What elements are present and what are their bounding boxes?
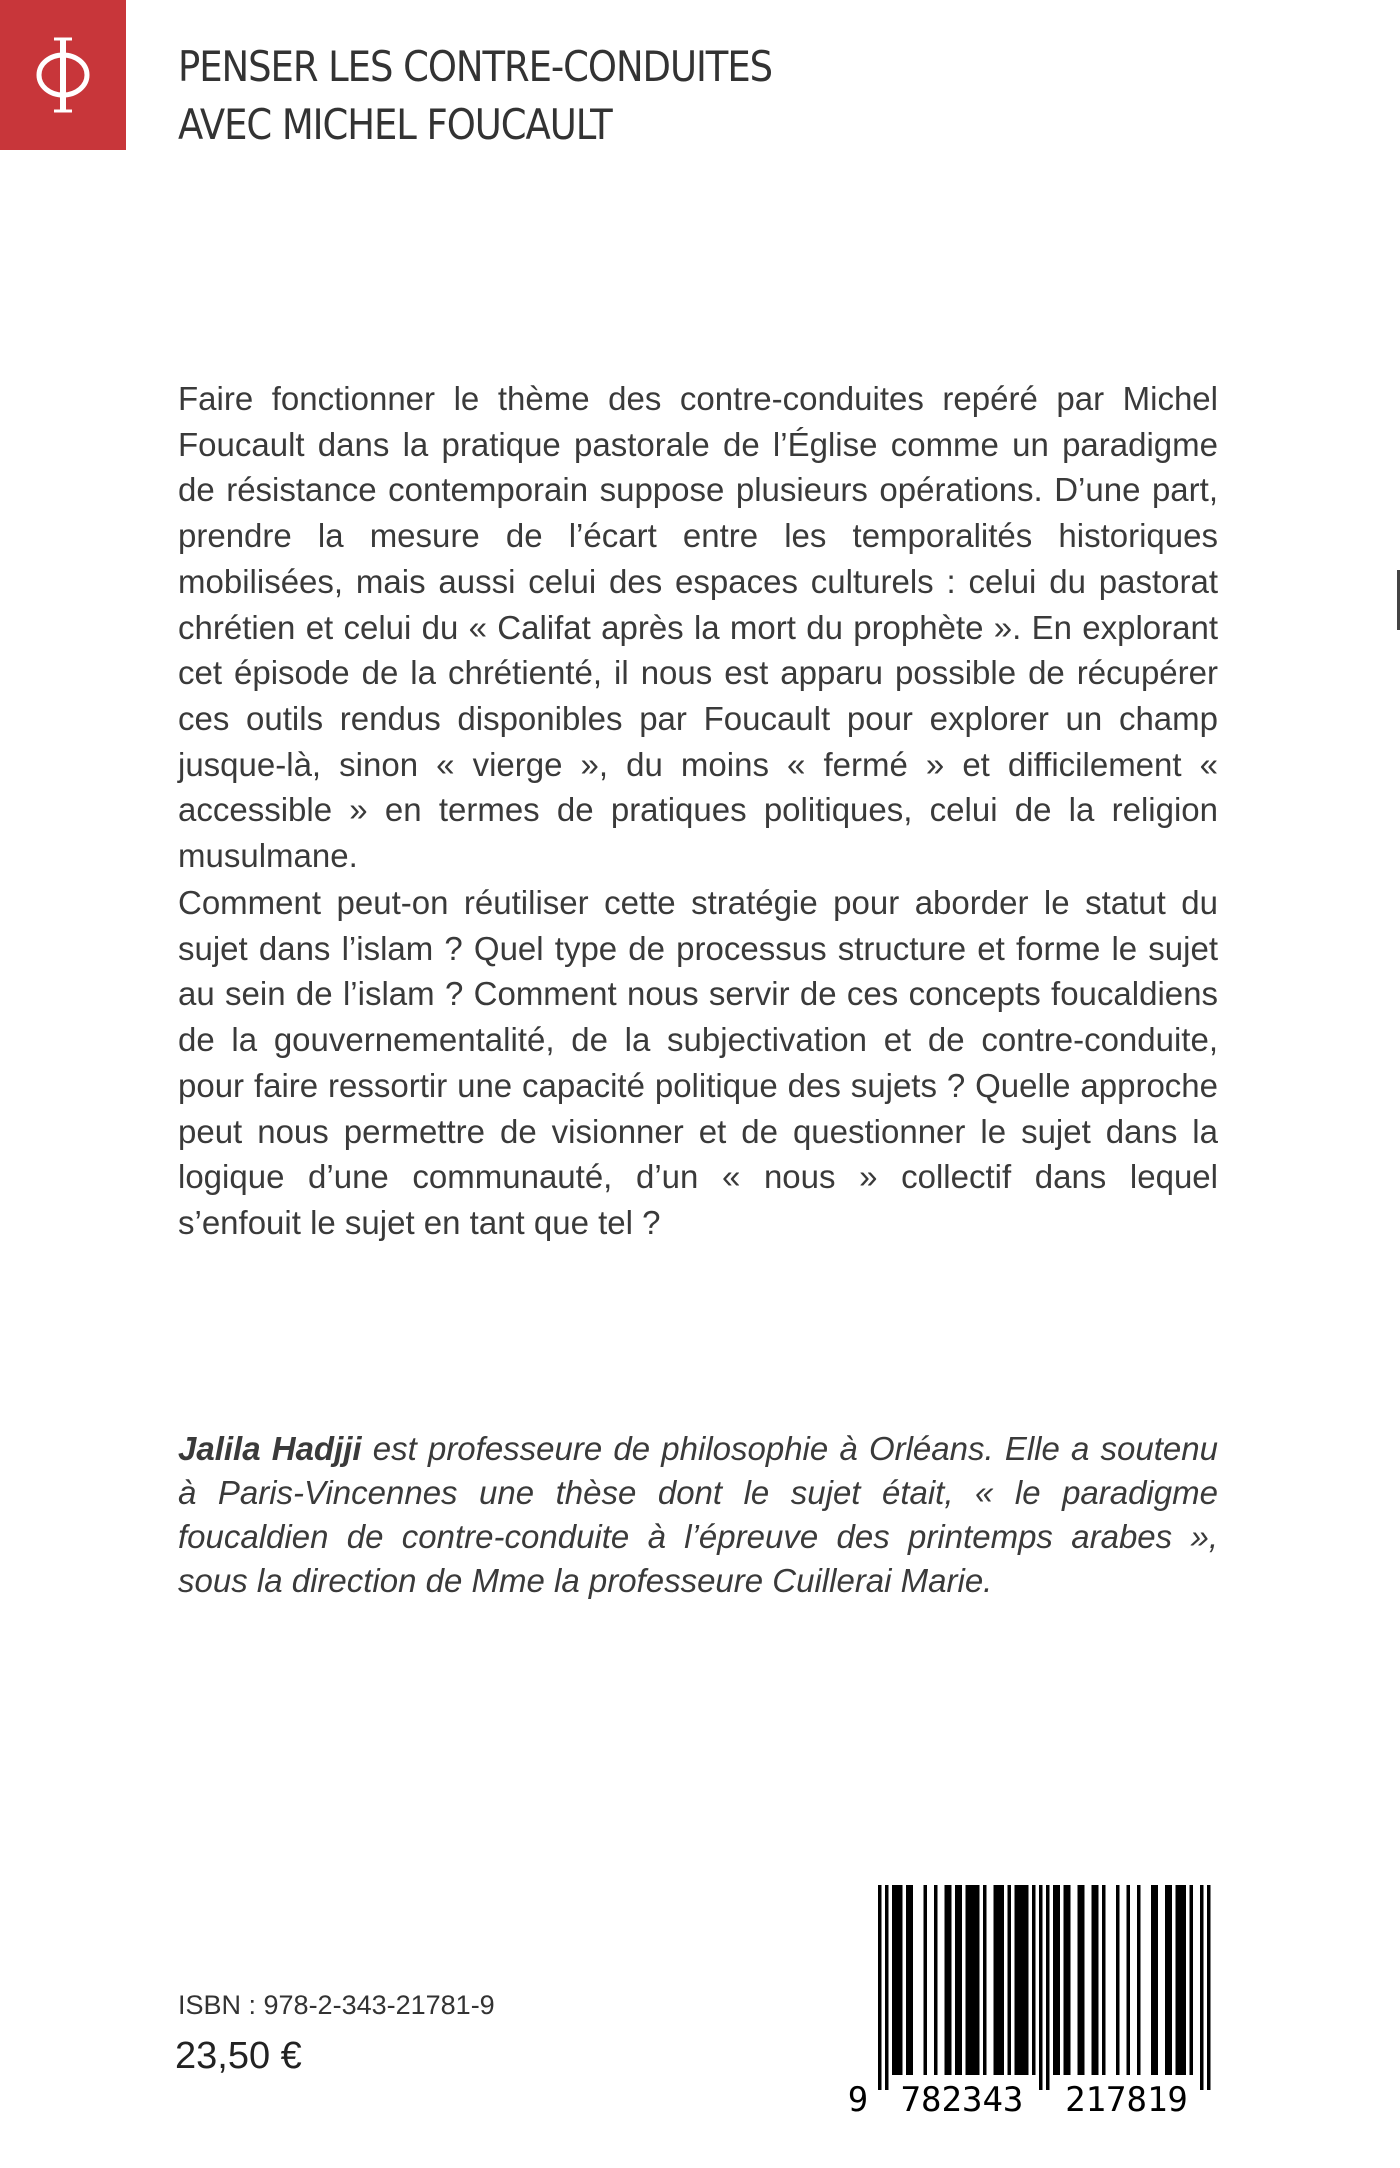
barcode-bar — [1057, 1885, 1061, 2075]
barcode-bar — [899, 1885, 903, 2075]
author-bio-text: est professeure de philosophie à Orléans. Elle a soutenu à Paris-Vincennes une thèse dont le sujet était, « le paradigme foucaldien de contre-conduite à l’épreuve des printemps arabes », sous la direction de Mme la professeure Cuillerai Marie. — [178, 1430, 1218, 1599]
barcode-bar — [1165, 1885, 1169, 2075]
barcode-bar — [994, 1885, 998, 2075]
publisher-logo — [0, 0, 126, 150]
barcode-bar — [1053, 1885, 1057, 2075]
barcode-bar — [1200, 1885, 1204, 2090]
barcode-bar — [1151, 1885, 1155, 2075]
barcode-bar — [910, 1885, 914, 2075]
barcode-bar — [1032, 1885, 1036, 2075]
book-title-line-1: PENSER LES CONTRE-CONDUITES — [178, 42, 773, 91]
barcode-bar — [966, 1885, 970, 2075]
barcode-bar — [969, 1885, 973, 2075]
barcode-bar — [1078, 1885, 1082, 2075]
barcode-bar — [945, 1885, 949, 2075]
barcode-bar — [1155, 1885, 1159, 2075]
barcode-bar — [983, 1885, 987, 2075]
barcode-bar — [976, 1885, 980, 2075]
barcode-bar — [1046, 1885, 1050, 2090]
barcode-bar — [906, 1885, 910, 2075]
barcode-bar — [924, 1885, 928, 2075]
book-title-line-2: AVEC MICHEL FOUCAULT — [178, 100, 612, 149]
barcode — [844, 1885, 1224, 2120]
barcode-bar — [1190, 1885, 1194, 2075]
summary-paragraph-1: Faire fonctionner le thème des contre-conduites repéré par Michel Foucault dans la pratique pastorale de l’Église comme un paradigme de résistance contemporain suppose plusieurs opérations. D’une part, prendre la mesure de l’écart entre les temporalités historiques mobilisées, mais aussi celui des espaces culturels : celui du pastorat chrétien et celui du « Califat après la mort du prophète ». En explorant cet épisode de la chrétienté, il nous est apparu possible de récupérer ces outils rendus disponibles par Foucault pour explorer un champ jusque-là, sinon « vierge », du moins « fermé » et difficilement « accessible » en termes de pratiques politiques, celui de la religion musulmane. — [178, 380, 1218, 875]
barcode-bar — [1092, 1885, 1096, 2075]
barcode-bar — [896, 1885, 900, 2075]
summary-paragraph-2: Comment peut-on réutiliser cette stratégie pour aborder le statut du sujet dans l’islam ? Quel type de processus structure et forme le sujet au sein de l’islam ? Comment nous servir de ces concepts foucaldiens de la gouvernementalité, de la subjectivation et de contre-conduite, pour faire ressortir une capacité politique des sujets ? Quelle approche peut nous permettre de visionner et de questionner le sujet dans la logique d’une communauté, d’un « nous » collectif dans lequel s’enfouit le sujet en tant que tel ? — [178, 884, 1218, 1241]
barcode-bar — [934, 1885, 938, 2075]
barcode-bar — [1001, 1885, 1005, 2075]
price-label: 23,50 € — [175, 2035, 302, 2077]
barcode-graphic — [844, 1885, 1224, 2120]
barcode-bar — [1067, 1885, 1071, 2075]
barcode-bar — [1137, 1885, 1141, 2075]
barcode-bar — [1008, 1885, 1012, 2075]
barcode-bar — [1095, 1885, 1099, 2075]
barcode-bar — [948, 1885, 952, 2075]
barcode-bar — [1102, 1885, 1106, 2075]
barcode-bar — [959, 1885, 963, 2075]
barcode-bar — [1179, 1885, 1183, 2075]
barcode-bar — [892, 1885, 896, 2075]
barcode-bar — [1127, 1885, 1131, 2075]
barcode-bar — [1207, 1885, 1211, 2090]
barcode-bar — [1025, 1885, 1029, 2075]
barcode-bar — [1169, 1885, 1173, 2075]
barcode-digits: 9 — [847, 2080, 869, 2120]
barcode-digits: 217819 — [1065, 2080, 1188, 2120]
barcode-bar — [1018, 1885, 1022, 2075]
barcode-bar — [955, 1885, 959, 2075]
author-name: Jalila Hadjji — [178, 1430, 362, 1467]
barcode-bar — [885, 1885, 889, 2090]
barcode-bar — [1081, 1885, 1085, 2075]
isbn-label: ISBN : 978-2-343-21781-9 — [178, 1990, 495, 2020]
barcode-bar — [1064, 1885, 1068, 2075]
barcode-digits: 782343 — [900, 2080, 1024, 2120]
barcode-bar — [1039, 1885, 1043, 2090]
barcode-bar — [1183, 1885, 1187, 2075]
book-title — [178, 38, 970, 154]
barcode-bar — [973, 1885, 977, 2075]
phi-logo-icon — [23, 30, 103, 120]
barcode-bar — [1022, 1885, 1026, 2075]
barcode-bar — [1176, 1885, 1180, 2075]
barcode-bar — [1116, 1885, 1120, 2075]
author-bio — [178, 1427, 1218, 1603]
barcode-bar — [1015, 1885, 1019, 2075]
barcode-bar — [878, 1885, 882, 2090]
barcode-bar — [997, 1885, 1001, 2075]
